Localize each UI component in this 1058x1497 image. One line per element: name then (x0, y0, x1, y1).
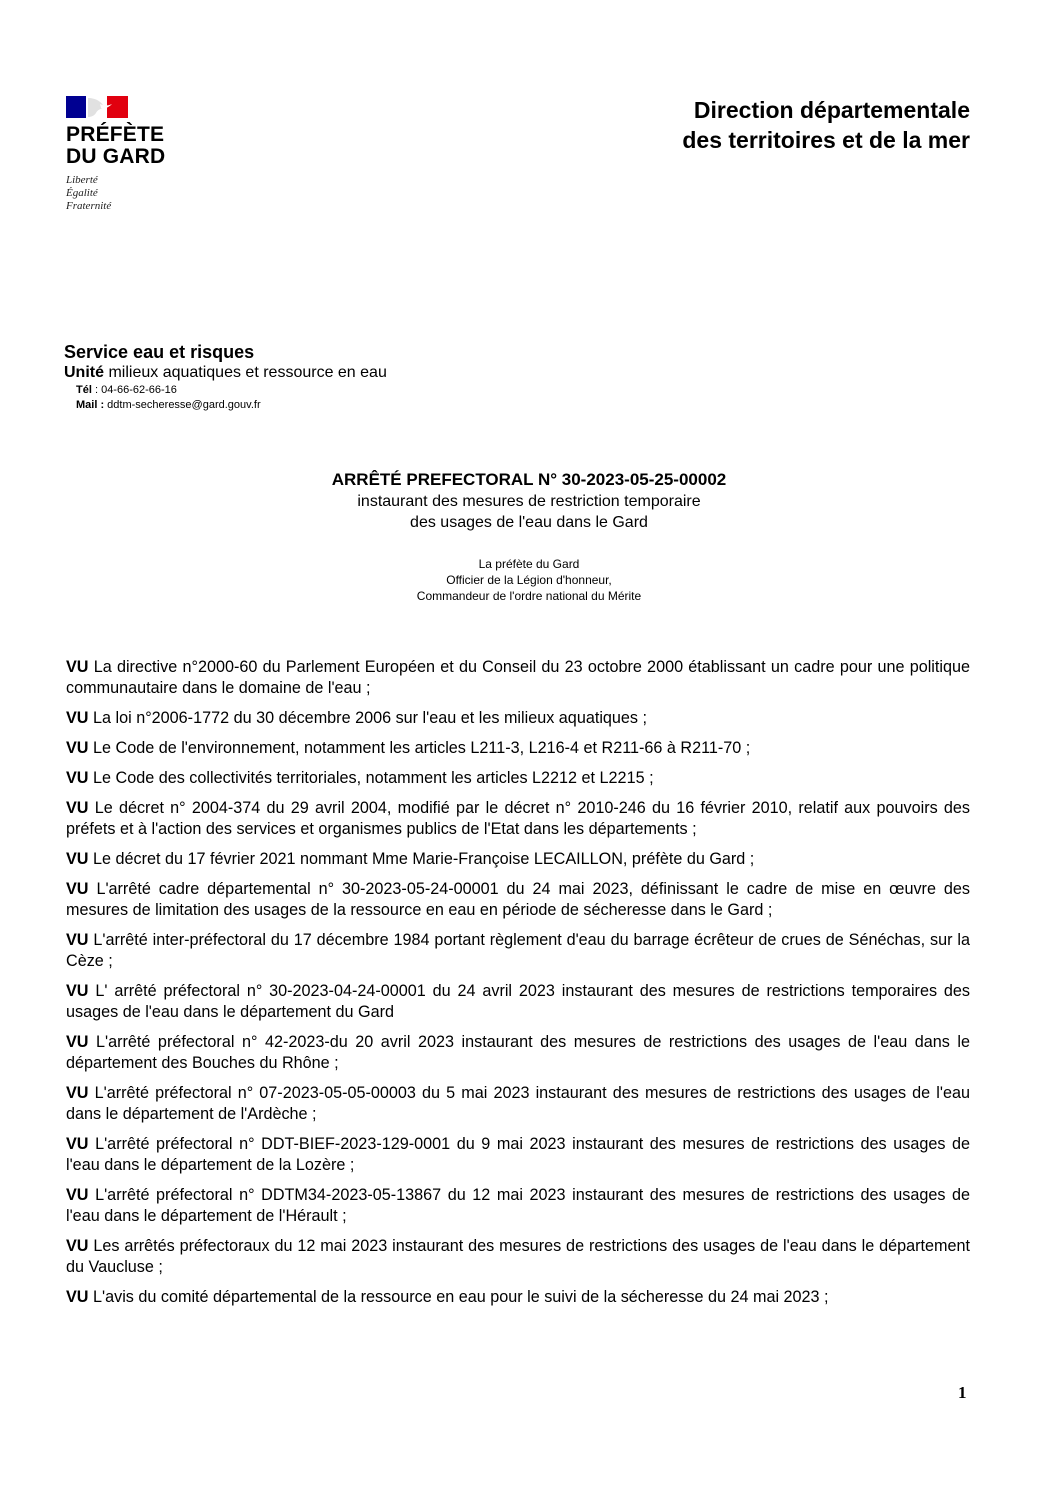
vu-text: L'arrêté inter-préfectoral du 17 décembre 1984 portant règlement d'eau du barrage écrêteur de crues de Sénéchas, sur la Cèze ; (66, 931, 970, 970)
vu-keyword: VU (66, 850, 89, 868)
vu-text: L'arrêté préfectoral n° 42-2023-du 20 avril 2023 instaurant des mesures de restrictions des usages de l'eau dans le département des Bouches du Rhône ; (66, 1033, 971, 1072)
mail-label: Mail : (76, 399, 105, 411)
vu-text: L' arrêté préfectoral n° 30-2023-04-24-00001 du 24 avril 2023 instaurant des mesures de restrictions temporaires des usages de l'eau dans le département du Gard (66, 982, 970, 1021)
vu-list (66, 657, 970, 1317)
vu-item (66, 1032, 970, 1074)
vu-text: Le Code des collectivités territoriales, notamment les articles L2212 et L2215 ; (93, 769, 654, 787)
authority-block (0, 556, 1058, 604)
vu-item (66, 1236, 970, 1278)
direction-header (682, 95, 970, 155)
contact-mail (76, 398, 387, 413)
vu-text: Les arrêtés préfectoraux du 12 mai 2023 instaurant des mesures de restrictions des usages de l'eau dans le département du Vaucluse ; (66, 1237, 970, 1276)
prefecture-logo (66, 96, 206, 213)
vu-item (66, 1287, 970, 1308)
vu-keyword: VU (66, 799, 89, 817)
vu-item (66, 981, 970, 1023)
phone-label: Tél (76, 384, 92, 396)
authority-line3: Commandeur de l'ordre national du Mérite (416, 589, 642, 603)
arrete-number: ARRÊTÉ PREFECTORAL N° 30-2023-05-25-00002 (331, 470, 727, 489)
vu-text: L'arrêté cadre départemental n° 30-2023-05-24-00001 du 24 mai 2023, définissant le cadre de mise en œuvre des mesures de limitation des usages de la ressource en eau en période de sécheresse dans le Gard ; (66, 880, 970, 919)
vu-item (66, 849, 970, 870)
vu-item (66, 1185, 970, 1227)
vu-keyword: VU (66, 769, 89, 787)
vu-text: L'arrêté préfectoral n° DDTM34-2023-05-13867 du 12 mai 2023 instaurant des mesures de restrictions des usages de l'eau dans le département de l'Hérault ; (66, 1186, 971, 1225)
logo-name-line2: DU GARD (66, 145, 166, 168)
arrete-subtitle-line2: des usages de l'eau dans le Gard (410, 514, 648, 531)
vu-keyword: VU (66, 658, 89, 676)
motto-liberte: Liberté (66, 174, 98, 186)
phone-value: : 04-66-62-66-16 (91, 384, 177, 396)
direction-line1: Direction départementale (693, 97, 970, 123)
motto-fraternite: Fraternité (66, 200, 112, 212)
vu-item (66, 768, 970, 789)
republic-motto (66, 174, 206, 213)
vu-keyword: VU (66, 709, 89, 727)
page-number: 1 (958, 1383, 967, 1402)
vu-keyword: VU (66, 1135, 89, 1153)
vu-keyword: VU (66, 1084, 89, 1102)
vu-keyword: VU (66, 982, 89, 1000)
vu-item (66, 1134, 970, 1176)
contact-phone (76, 383, 387, 398)
authority-line1: La préfète du Gard (478, 557, 580, 571)
vu-keyword: VU (66, 739, 89, 757)
marianne-flag-icon (66, 96, 128, 118)
vu-item (66, 930, 970, 972)
vu-keyword: VU (66, 1186, 89, 1204)
service-block (64, 341, 387, 413)
unit-name: milieux aquatiques et ressource en eau (108, 364, 387, 381)
vu-item (66, 738, 970, 759)
unit-prefix: Unité (64, 364, 104, 381)
service-title: Service eau et risques (64, 342, 255, 362)
vu-text: L'avis du comité départemental de la ressource en eau pour le suivi de la sécheresse du 24 mai 2023 ; (93, 1288, 829, 1306)
authority-line2: Officier de la Légion d'honneur, (446, 573, 612, 587)
direction-line2: des territoires et de la mer (682, 127, 970, 153)
motto-egalite: Égalité (66, 187, 98, 199)
vu-item (66, 798, 970, 840)
vu-item (66, 657, 970, 699)
vu-keyword: VU (66, 1237, 89, 1255)
arrete-subtitle-line1: instaurant des mesures de restriction temporaire (357, 493, 701, 510)
vu-text: Le décret du 17 février 2021 nommant Mme Marie-Françoise LECAILLON, préfète du Gard ; (93, 850, 755, 868)
vu-keyword: VU (66, 1033, 89, 1051)
arrete-title-block (0, 469, 1058, 533)
vu-keyword: VU (66, 931, 89, 949)
vu-keyword: VU (66, 1288, 89, 1306)
mail-value: ddtm-secheresse@gard.gouv.fr (104, 399, 261, 411)
vu-text: L'arrêté préfectoral n° 07-2023-05-05-00003 du 5 mai 2023 instaurant des mesures de restrictions des usages de l'eau dans le département de l'Ardèche ; (66, 1084, 970, 1123)
vu-item (66, 1083, 970, 1125)
vu-text: L'arrêté préfectoral n° DDT-BIEF-2023-129-0001 du 9 mai 2023 instaurant des mesures de restrictions des usages de l'eau dans le département de la Lozère ; (66, 1135, 971, 1174)
service-unit (64, 363, 387, 383)
vu-item (66, 708, 970, 729)
vu-text: Le décret n° 2004-374 du 29 avril 2004, modifié par le décret n° 2010-246 du 16 février 2010, relatif aux pouvoirs des préfets et à l'action des services et organismes publics de l'Etat dans les départements ; (66, 799, 971, 838)
vu-text: La loi n°2006-1772 du 30 décembre 2006 sur l'eau et les milieux aquatiques ; (93, 709, 648, 727)
logo-name-line1: PRÉFÈTE (66, 123, 165, 146)
vu-text: La directive n°2000-60 du Parlement Européen et du Conseil du 23 octobre 2000 établissant un cadre pour une politique communautaire dans le domaine de l'eau ; (66, 658, 971, 697)
vu-keyword: VU (66, 880, 89, 898)
vu-item (66, 879, 970, 921)
vu-text: Le Code de l'environnement, notamment les articles L211-3, L216-4 et R211-66 à R211-70 ; (93, 739, 751, 757)
